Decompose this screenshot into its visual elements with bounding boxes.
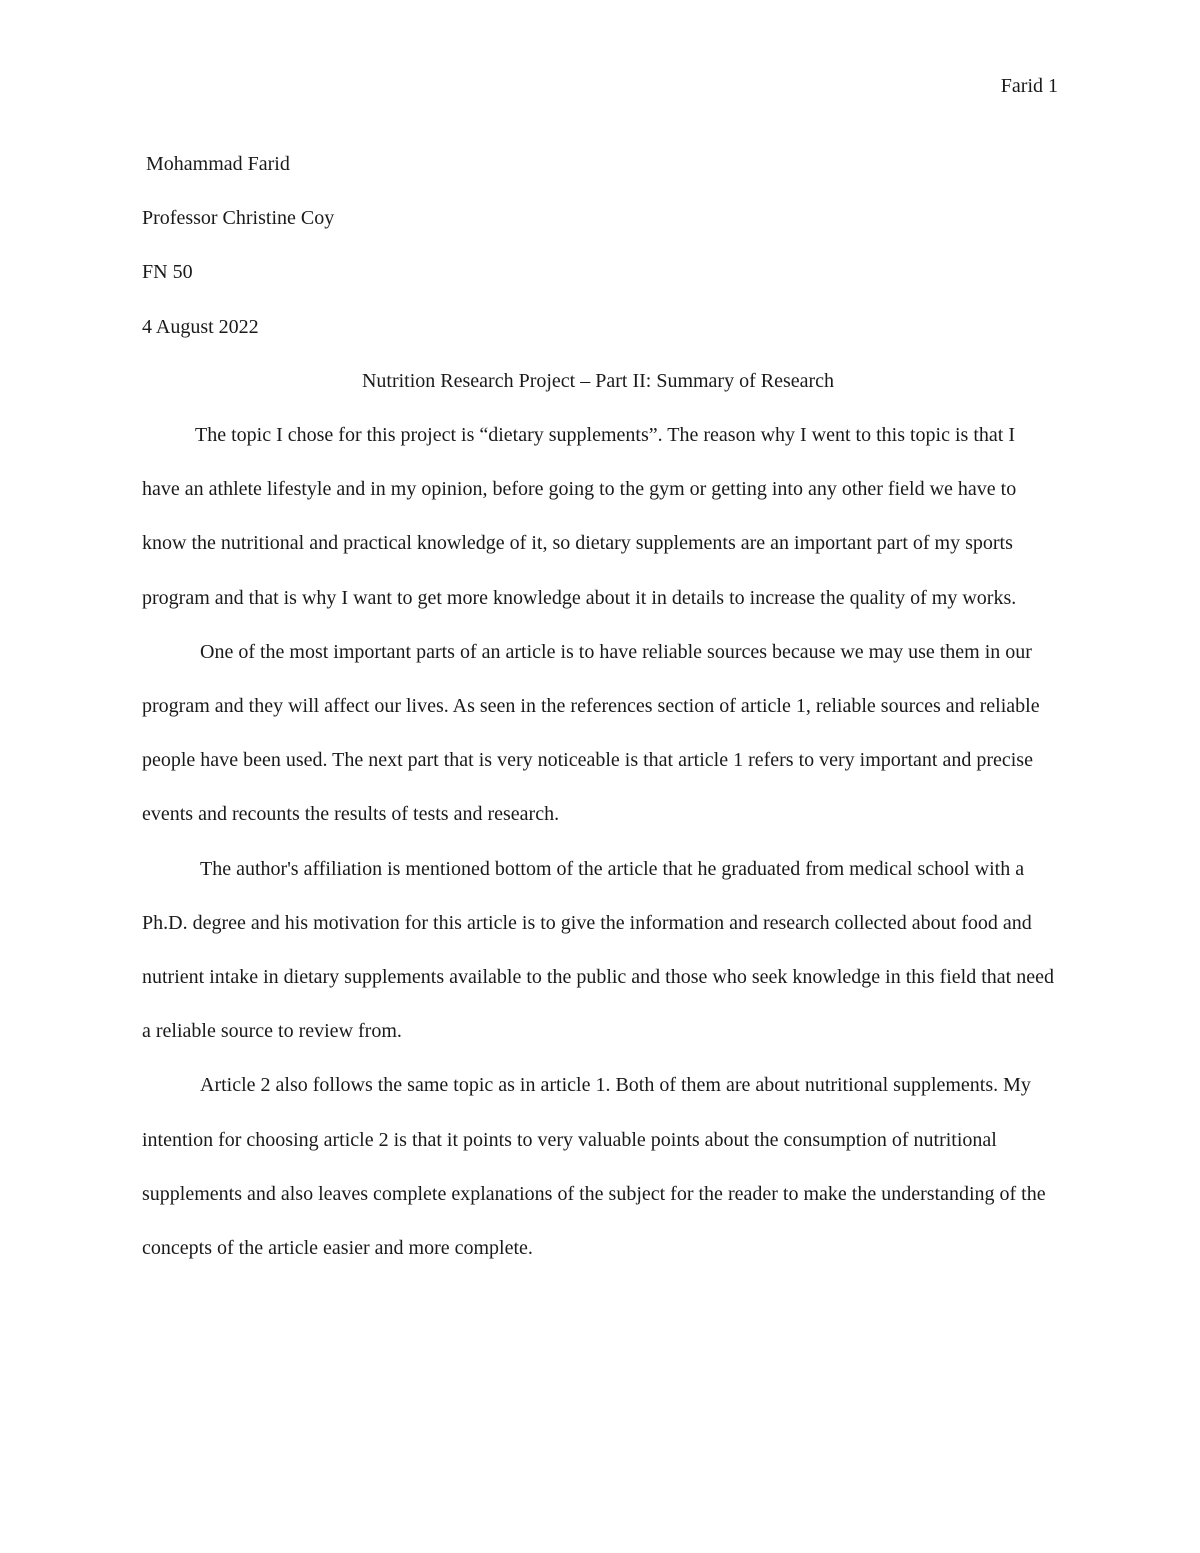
- document-date: 4 August 2022: [142, 315, 259, 338]
- paragraph-2: One of the most important parts of an article is to have reliable sources because we may use them in our program and they will affect our lives. As seen in the references section of article 1, reliable sources and reliable people have been used. The next part that is very noticeable is that article 1 refers to very important and precise events and recounts the results of tests and research.: [142, 640, 1040, 826]
- course-code: FN 50: [142, 261, 193, 284]
- document-body: [142, 137, 1054, 1275]
- paragraph-3: The author's affiliation is mentioned bottom of the article that he graduated from medical school with a Ph.D. degree and his motivation for this article is to give the information and research collected about food and nutrient intake in dietary supplements available to the public and those who seek knowledge in this field that need a reliable source to review from.: [142, 857, 1054, 1043]
- paragraph-4: Article 2 also follows the same topic as in article 1. Both of them are about nutritional supplements. My intention for choosing article 2 is that it points to very valuable points about the consumption of nutritional supplements and also leaves complete explanations of the subject for the reader to make the understanding of the concepts of the article easier and more complete.: [142, 1074, 1046, 1260]
- document-title: Nutrition Research Project – Part II: Summary of Research: [361, 369, 835, 392]
- student-name: Mohammad Farid: [146, 153, 290, 175]
- running-head: Farid 1: [1000, 75, 1058, 97]
- professor-name: Professor Christine Coy: [142, 207, 335, 230]
- paragraph-1: The topic I chose for this project is “dietary supplements”. The reason why I went to this topic is that I have an athlete lifestyle and in my opinion, before going to the gym or getting into any other field we have to know the nutritional and practical knowledge of it, so dietary supplements are an important part of my sports program and that is why I want to get more knowledge about it in details to increase the quality of my works.: [142, 424, 1017, 609]
